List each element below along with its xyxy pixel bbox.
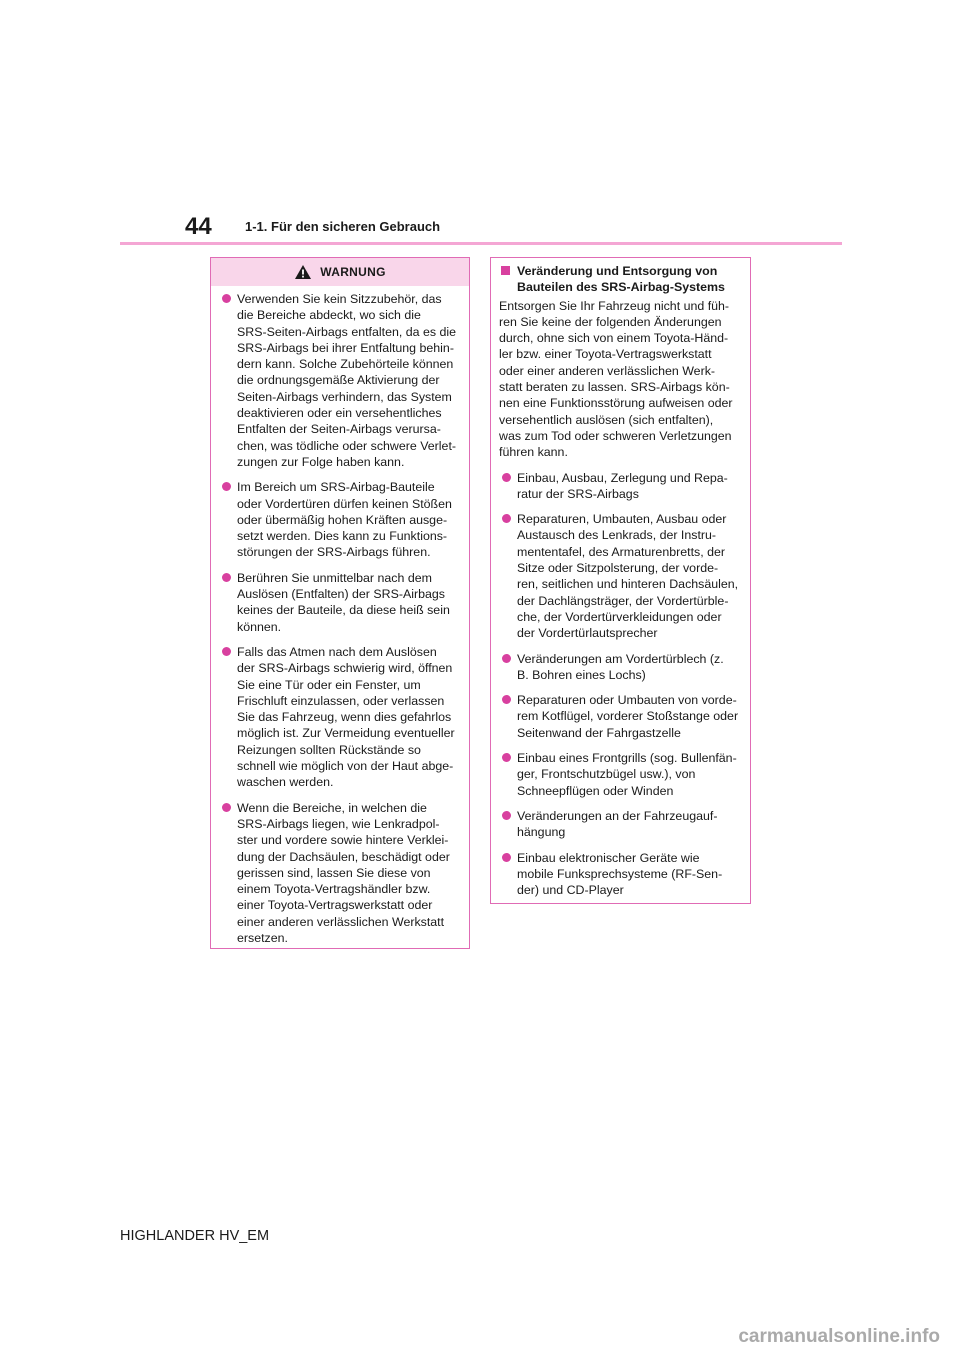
- text-line: einem Toyota-Vertragshändler bzw.: [237, 882, 431, 897]
- text-line: nen eine Funktionsstörung aufweisen oder: [499, 396, 733, 411]
- warning-item: [219, 800, 461, 947]
- warning-list: [211, 286, 469, 946]
- warning-header: [211, 258, 469, 286]
- section-title: 1-1. Für den sicheren Gebrauch: [245, 219, 441, 234]
- warning-box: [210, 257, 470, 949]
- modification-item: [499, 511, 742, 641]
- text-line: mententafel, des Armaturenbretts, der: [517, 544, 725, 559]
- bullet-dot-icon: [502, 853, 511, 862]
- text-line: SRS-Seiten-Airbags entfalten, da es die: [237, 324, 457, 339]
- text-line: waschen werden.: [237, 775, 334, 790]
- bullet-dot-icon: [502, 811, 511, 820]
- bullet-dot-icon: [502, 473, 511, 482]
- text-line: der SRS-Airbags schwierig wird, öffnen: [237, 661, 453, 676]
- bullet-dot-icon: [222, 482, 231, 491]
- text-line: oder Vordertüren dürfen keinen Stößen: [237, 496, 452, 511]
- text-line: Sie eine Tür oder ein Fenster, um: [237, 677, 421, 692]
- text-line: hängung: [517, 825, 566, 840]
- text-line: Verwenden Sie kein Sitzzubehör, das: [237, 292, 442, 306]
- text-line: ster und vordere sowie hintere Verklei-: [237, 833, 449, 848]
- bullet-dot-icon: [502, 753, 511, 762]
- header-rule: [120, 242, 842, 245]
- text-line: SRS-Airbags bei ihrer Entfaltung behin-: [237, 340, 454, 355]
- text-line: Falls das Atmen nach dem Auslösen: [237, 644, 437, 659]
- text-line: ersetzen.: [237, 930, 288, 945]
- text-line: deaktivieren oder ein versehentliches: [237, 406, 442, 421]
- text-line: ren Sie keine der folgenden Änderungen: [499, 314, 722, 329]
- text-line: dern kann. Solche Zubehörteile können: [237, 357, 454, 372]
- text-line: Frischluft einzulassen, oder verlassen: [237, 693, 445, 708]
- info-paragraph: [499, 298, 742, 461]
- text-line: Sitze oder Sitzpolsterung, der vorde-: [517, 561, 719, 576]
- text-line: ler bzw. einer Toyota-Vertragswerkstatt: [499, 347, 712, 362]
- info-heading: [499, 263, 742, 296]
- bullet-dot-icon: [222, 294, 231, 303]
- footer-model: HIGHLANDER HV_EM: [120, 1228, 270, 1244]
- text-line: Veränderungen am Vordertürblech (z.: [517, 651, 724, 666]
- text-line: Bauteilen des SRS-Airbag-Systems: [517, 280, 725, 295]
- text-line: möglich ist. Zur Vermeidung eventueller: [237, 726, 455, 741]
- text-line: der) und CD-Player: [517, 883, 624, 898]
- modification-list: [499, 470, 742, 899]
- text-line: Berühren Sie unmittelbar nach dem: [237, 570, 432, 585]
- text-line: ren, seitlichen und hinteren Dachsäulen,: [517, 577, 739, 592]
- text-line: ger, Frontschutzbügel usw.), von: [517, 767, 696, 782]
- warning-item: [219, 570, 461, 635]
- warning-item: [219, 644, 461, 791]
- warning-item: [219, 479, 461, 560]
- text-line: Entfalten der Seiten-Airbags verursa-: [237, 422, 441, 437]
- text-line: schnell wie möglich von der Haut abge-: [237, 759, 454, 774]
- text-line: gerissen sind, lassen Sie diese von: [237, 865, 431, 880]
- text-line: durch, ohne sich von einem Toyota-Händ-: [499, 331, 729, 346]
- modification-item: [499, 850, 742, 899]
- text-line: Austausch des Lenkrads, der Instru-: [517, 528, 717, 543]
- modification-item: [499, 692, 742, 741]
- text-line: führen kann.: [499, 445, 568, 460]
- text-line: einer Toyota-Vertragswerkstatt oder: [237, 898, 433, 913]
- text-line: versehentlich auslösen (sich entfalten),: [499, 412, 714, 427]
- warning-item: [219, 291, 461, 470]
- modification-item: [499, 470, 742, 503]
- bullet-dot-icon: [222, 647, 231, 656]
- modification-item: [499, 808, 742, 841]
- text-line: B. Bohren eines Lochs): [517, 667, 646, 682]
- text-line: Einbau, Ausbau, Zerlegung und Repa-: [517, 470, 728, 485]
- text-line: statt beraten zu lassen. SRS-Airbags kön-: [499, 380, 730, 395]
- text-line: Schneepflügen oder Winden: [517, 783, 674, 798]
- text-line: Einbau elektronischer Geräte wie: [517, 850, 700, 865]
- text-line: oder übermäßig hohen Kräften ausge-: [237, 512, 448, 527]
- text-line: Wenn die Bereiche, in welchen die: [237, 800, 427, 815]
- bullet-dot-icon: [222, 573, 231, 582]
- text-line: Seiten-Airbags verhindern, das System: [237, 389, 452, 404]
- text-line: setzt werden. Dies kann zu Funktions-: [237, 529, 448, 544]
- text-line: einer anderen verlässlichen Werkstatt: [237, 914, 445, 929]
- text-line: Reparaturen, Umbauten, Ausbau oder: [517, 512, 727, 527]
- text-line: oder einer anderen verlässlichen Werk-: [499, 363, 716, 378]
- text-line: Entsorgen Sie Ihr Fahrzeug nicht und füh-: [499, 298, 730, 313]
- bullet-dot-icon: [502, 514, 511, 523]
- text-line: der Dachlängsträger, der Vordertürble-: [517, 593, 729, 608]
- warning-triangle-icon: [294, 264, 312, 280]
- modification-info-box: [490, 257, 751, 904]
- text-line: was zum Tod oder schweren Verletzungen: [499, 428, 732, 443]
- text-line: Einbau eines Frontgrills (sog. Bullenfän-: [517, 751, 737, 766]
- text-line: ratur der SRS-Airbags: [517, 486, 639, 501]
- text-line: Reizungen sollten Rückstände so: [237, 742, 421, 757]
- text-line: chen, was tödliche oder schwere Verlet-: [237, 438, 457, 453]
- modification-item: [499, 750, 742, 799]
- text-line: die ordnungsgemäße Aktivierung der: [237, 373, 440, 388]
- text-line: keines der Bauteile, da diese heiß sein: [237, 603, 450, 618]
- text-line: die Bereiche abdeckt, wo sich die: [237, 308, 421, 323]
- text-line: Seitenwand der Fahrgastzelle: [517, 725, 681, 740]
- text-line: dung der Dachsäulen, beschädigt oder: [237, 849, 450, 864]
- text-line: können.: [237, 619, 282, 634]
- text-line: zungen zur Folge haben kann.: [237, 454, 405, 469]
- text-line: Reparaturen oder Umbauten von vorde-: [517, 693, 737, 708]
- watermark: carmanualsonline.info: [738, 1326, 940, 1347]
- text-line: Veränderungen an der Fahrzeugauf-: [517, 808, 718, 823]
- text-line: der Vordertürlautsprecher: [517, 626, 658, 641]
- modification-item: [499, 651, 742, 684]
- bullet-dot-icon: [502, 654, 511, 663]
- text-line: rem Kotflügel, vorderer Stoßstange oder: [517, 709, 739, 724]
- bullet-dot-icon: [222, 803, 231, 812]
- text-line: mobile Funksprechsysteme (RF-Sen-: [517, 866, 723, 881]
- text-line: che, der Vordertürverkleidungen oder: [517, 609, 722, 624]
- text-line: Auslösen (Entfalten) der SRS-Airbags: [237, 587, 445, 602]
- text-line: störungen der SRS-Airbags führen.: [237, 545, 431, 560]
- text-line: Im Bereich um SRS-Airbag-Bauteile: [237, 480, 435, 495]
- page-number: 44: [185, 213, 212, 240]
- square-bullet-icon: [501, 266, 510, 275]
- text-line: SRS-Airbags liegen, wie Lenkradpol-: [237, 816, 440, 831]
- text-line: Veränderung und Entsorgung von: [517, 264, 718, 278]
- text-line: Sie das Fahrzeug, wenn dies gefahrlos: [237, 710, 452, 725]
- warning-title: WARNUNG: [320, 265, 386, 279]
- bullet-dot-icon: [502, 695, 511, 704]
